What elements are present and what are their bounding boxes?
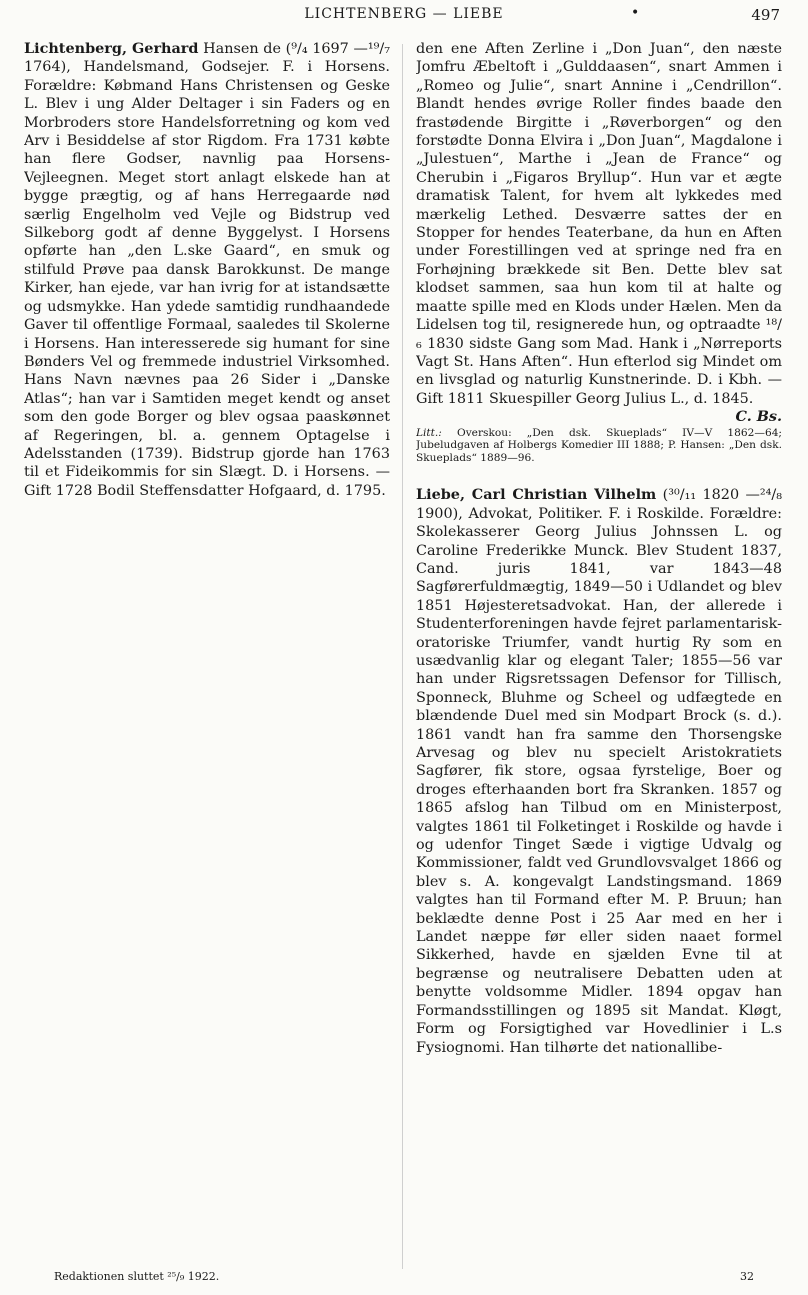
right-column (416, 40, 782, 1265)
column-divider (402, 44, 403, 1269)
sheet-number: 32 (740, 1270, 754, 1283)
literature-label: Litt.: (416, 426, 442, 439)
author-signature: C. Bs. (735, 408, 782, 426)
entry-body: Hansen de (⁹/₄ 1697 —¹⁹/₇ 1764), Handelsmand, Godsejer. F. i Horsens. Forældre: Købmand Hans Christensen og Geske L. Blev i ung Alder Deltager i sin Faders og en Morbroders store Handelsforretning og kom ved Arv i Besiddelse af stor Rigdom. Fra 1731 købte han flere Godser, navnlig paa Horsens-Vejleegnen. Meget stort anlagt elskede han at bygge prægtig, og af hans Herregaarde nød særlig Engelholm ved Vejle og Bidstrup ved Silkeborg godt af denne Byggelyst. I Horsens opførte han „den L.ske Gaard“, en smuk og stilfuld Prøve paa dansk Barokkunst. De mange Kirker, han ejede, var han ivrig for at istandsætte og udsmykke. Han ydede samtidig rundhaandede Gaver til offentlige Formaal, saaledes til Skolerne i Horsens. Han interesserede sig humant for sine Bønders Vel og fremmede industriel Virksomhed. Hans Navn nævnes paa 26 Sider i „Danske Atlas“; han var i Samtiden meget kendt og anset som den gode Borger og blev ogsaa paaskønnet af Regeringen, bl. a. gennem Optagelse i Adelsstanden (1739). Bidstrup gjorde han 1763 til et Fideikommis for sin Slægt. D. i Horsens. — Gift 1728 Bodil Steffensdatter Hofgaard, d. 1795. (24, 41, 390, 499)
entry-heading-name: Carl Christian Vilhelm (464, 486, 657, 504)
entry-carl-christian-vilhelm (416, 486, 782, 1057)
running-title: LICHTENBERG — LIEBE (304, 6, 504, 22)
header-dot: • (631, 5, 640, 21)
entry-heading: Lichtenberg, Gerhard (24, 40, 199, 57)
editorial-note: Redaktionen sluttet ²⁵/₉ 1922. (54, 1270, 220, 1283)
entry-heading: Liebe, (416, 486, 465, 504)
running-header (0, 4, 808, 26)
entry-lichtenberg (24, 40, 390, 500)
entry-body: (³⁰/₁₁ 1820 —²⁴/₈ 1900), Advokat, Politiker. F. i Roskilde. Forældre: Skolekasserer Georg Julius Johnssen L. og Caroline Frederikke Munck. Blev Student 1837, Cand. juris 1841, var 1843—48 Sagførerfuldmægtig, 1849—50 i Udlandet og blev 1851 Højesteretsadvokat. Han, der allerede i Studenterforeningen havde fejret parlamentarisk-oratoriske Triumfer, vandt hurtig Ry som en usædvanlig klar og elegant Taler; 1855—56 var han under Rigsretssagen Defensor for Tillisch, Sponneck, Bluhme og Scheel og udfægtede en blændende Duel med sin Modpart Brock (s. d.). 1861 vandt han fra samme den Thorsengske Arvesag og blev nu specielt Aristokratiets Sagfører, fik store, ogsaa fyrstelige, Boer og droges efterhaanden bort fra Skranken. 1857 og 1865 afslog han Tilbud om en Ministerpost, valgtes 1861 til Folketinget i Roskilde og havde i og udenfor Tinget Sæde i vigtige Udvalg og Kommissioner, faldt ved Grundlovsvalget 1866 og blev s. A. kongevalgt Landstingsmand. 1869 valgtes han til Formand efter M. P. Bruun; han beklædte denne Post i 25 Aar med en her i Landet næppe før eller siden naaet formel Sikkerhed, havde en sjælden Evne til at begrænse og neutralisere Debatten uden at benytte voldsomme Midler. 1894 opgav han Formandsstillingen og 1895 sit Mandat. Kløgt, Form og Forsigtighed var Hovedlinier i L.s Fysiognomi. Han tilhørte det nationallibe- (416, 487, 782, 1056)
page-number: 497 (751, 6, 780, 24)
entry-body: den ene Aften Zerline i „Don Juan“, den næste Jomfru Æbeltoft i „Gulddaasen“, snart Ammen i „Romeo og Julie“, snart Annine i „Cendrillon“. Blandt hendes øvrige Roller findes baade den frastødende Birgitte i „Røverborgen“ og den forstødte Donna Elvira i „Don Juan“, Magdalone i „Julestuen“, Marthe i „Jean de France“ og Cherubin i „Figaros Bryllup“. Hun var et ægte dramatisk Talent, for hvem alt lykkedes med mærkelig Lethed. Desværre sattes der en Stopper for hendes Teaterbane, da hun en Aften under Forestillingen ved at springe ned fra en Forhøjning brækkede sit Ben. Dette blev sat klodset sammen, saa hun kom til at halte og maatte spille med en Klods under Hælen. Men da Lidelsen tog til, resignerede hun, og optraadte ¹⁸/₆ 1830 sidste Gang som Mad. Hank i „Nørreports Vagt St. Hans Aften“. Hun efterlod sig Mindet om en livsglad og naturlig Kunstnerinde. D. i Kbh. — Gift 1811 Skuespiller Georg Julius L., d. 1845. (416, 41, 782, 407)
entry-anna-continued (416, 40, 782, 464)
left-column (24, 40, 390, 1265)
literature-text: Overskou: „Den dsk. Skueplads“ IV—V 1862—64; Jubeludgaven af Holbergs Komedier III 1888; P. Hansen: „Den dsk. Skueplads“ 1889—96. (416, 426, 782, 464)
